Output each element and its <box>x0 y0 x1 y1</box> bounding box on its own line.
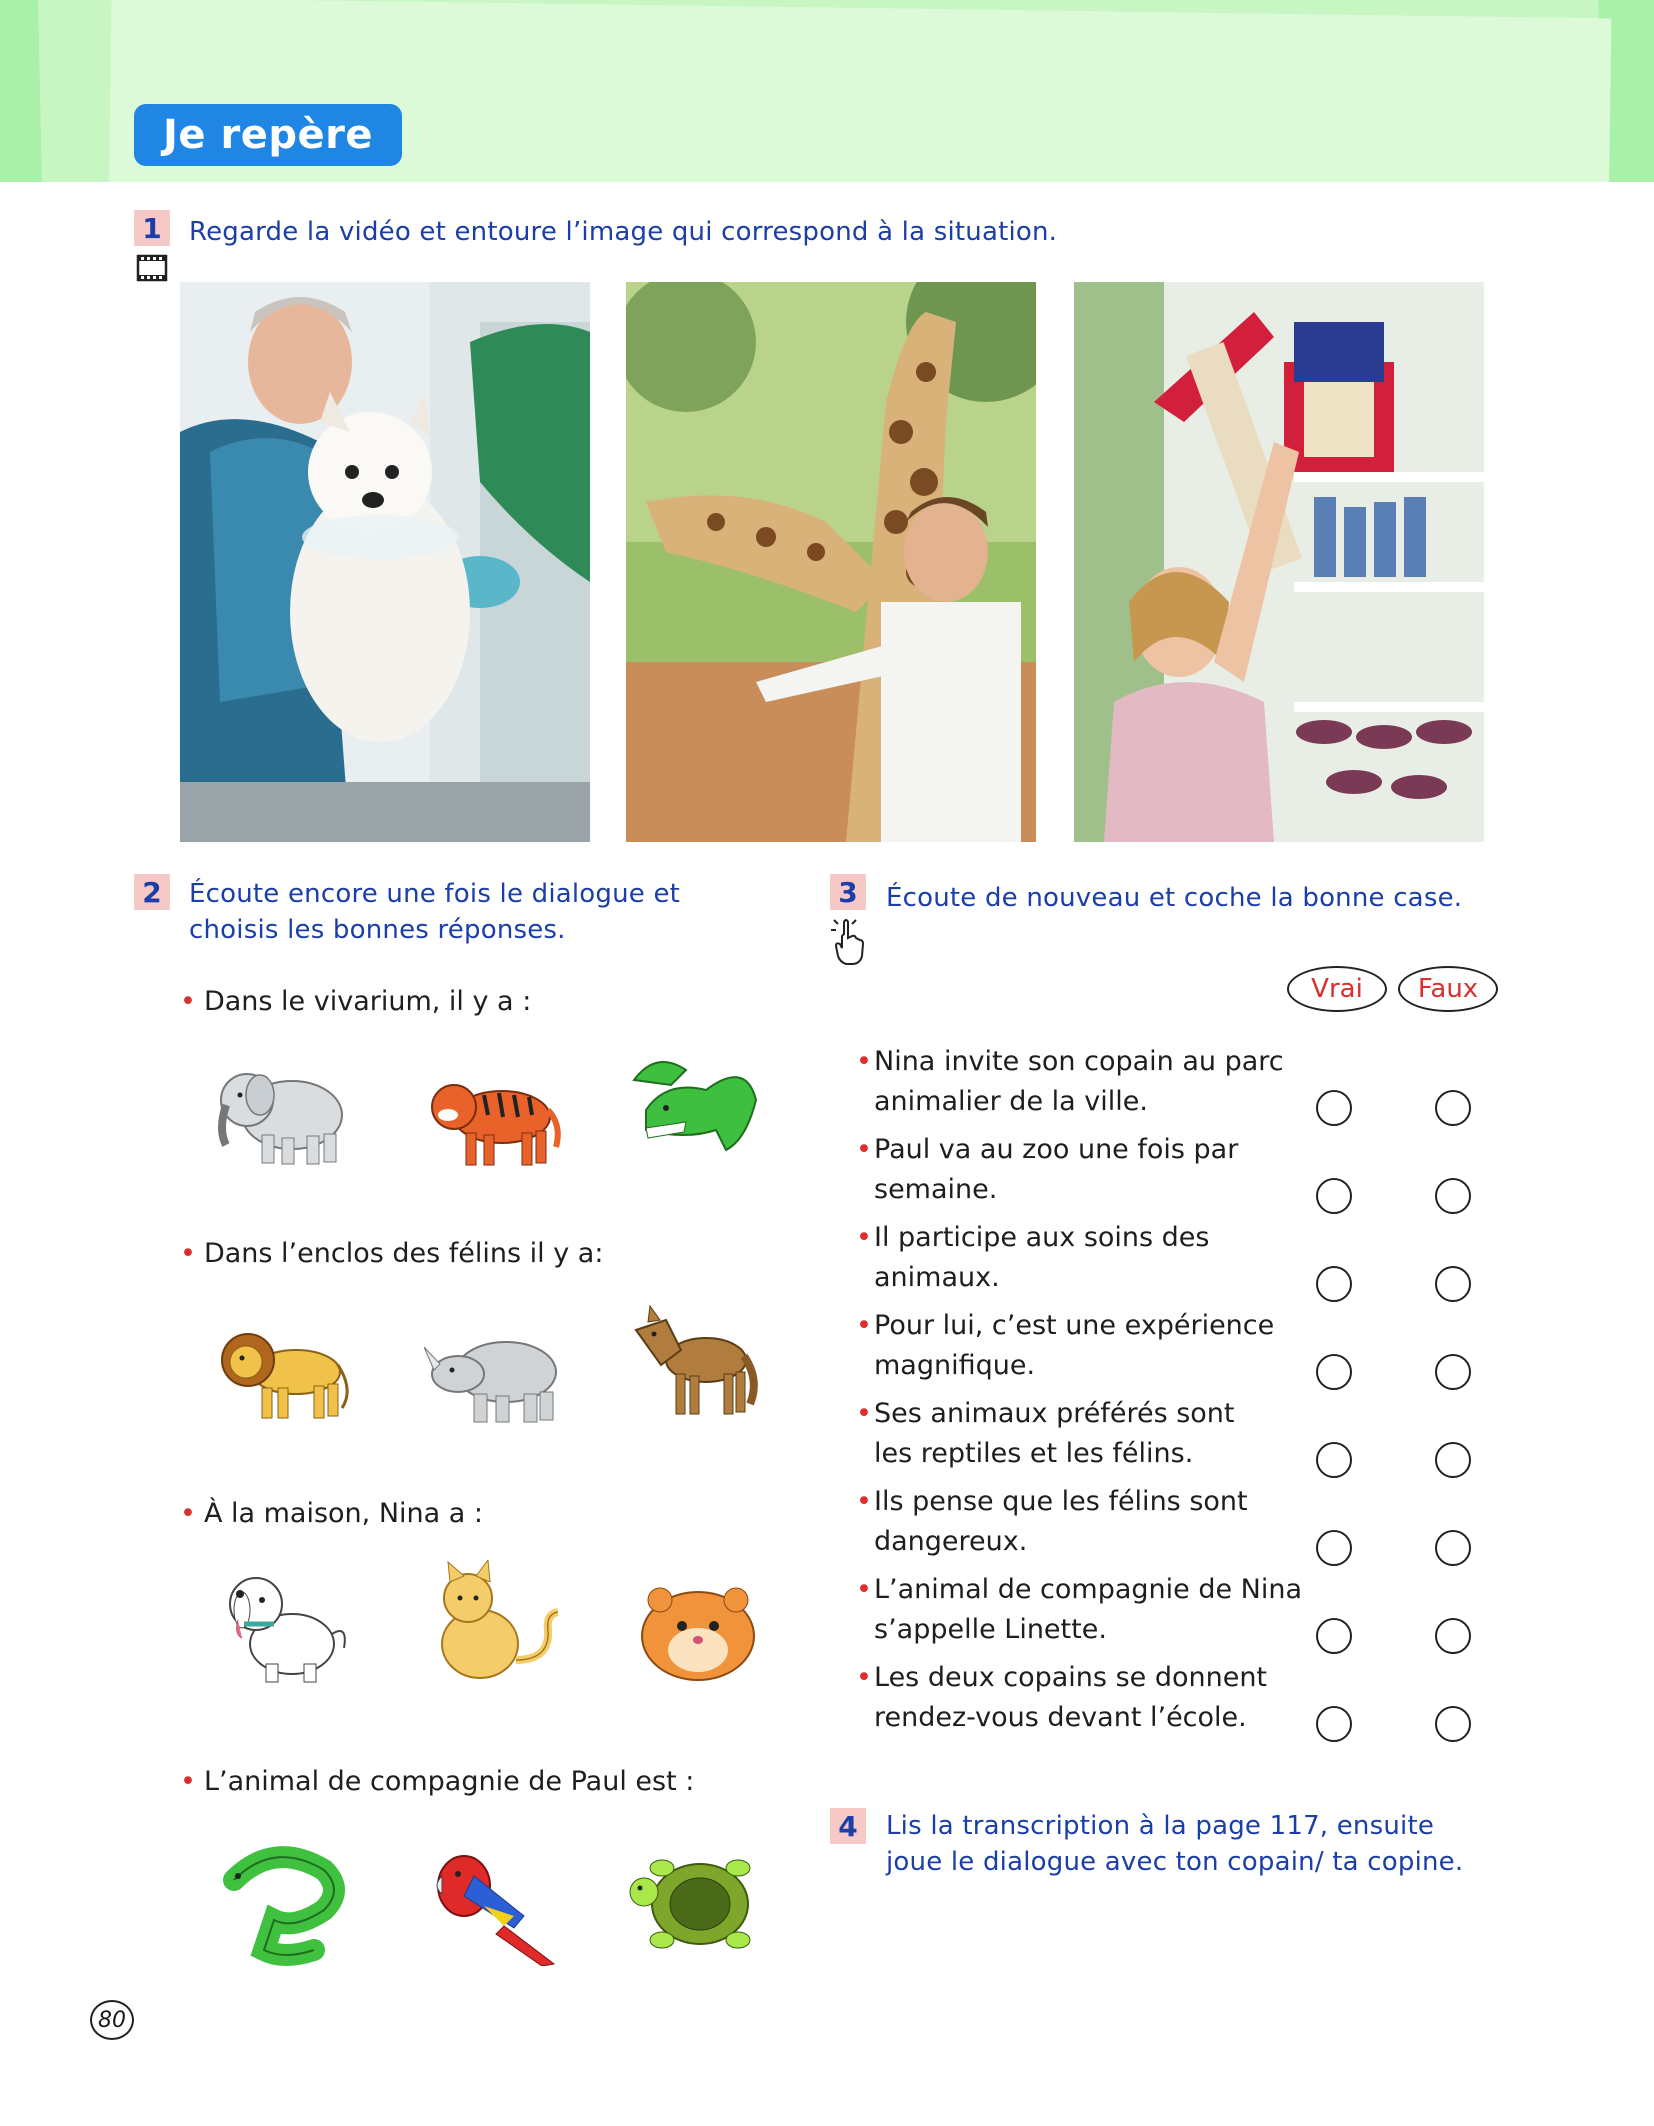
parrot-image[interactable] <box>424 1836 564 1966</box>
exercise-2-instruction-line1: Écoute encore une fois le dialogue et <box>189 879 681 909</box>
cat-image[interactable] <box>420 1560 560 1690</box>
statement-6-true-checkbox[interactable] <box>1316 1530 1352 1566</box>
statement-5-true-checkbox[interactable] <box>1316 1442 1352 1478</box>
exercise-3-number: 3 <box>830 874 866 910</box>
hamster-image[interactable] <box>626 1570 766 1700</box>
statement-2: • Paul va au zoo une fois par semaine. <box>856 1134 1239 1205</box>
statement-2-true-checkbox[interactable] <box>1316 1178 1352 1214</box>
statement-5: • Ses animaux préférés sont les reptiles et les félins. <box>856 1398 1235 1469</box>
photo-boy-giraffes[interactable] <box>626 282 1036 842</box>
statement-4-false-checkbox[interactable] <box>1435 1354 1471 1390</box>
exercise-4-number: 4 <box>830 1808 866 1844</box>
statement-7: • L’animal de compagnie de Nina s’appelle Linette. <box>856 1574 1303 1645</box>
exercise-2-question-1: • Dans le vivarium, il y a : <box>180 986 532 1017</box>
dog-image[interactable] <box>214 1564 354 1694</box>
rhinoceros-image[interactable] <box>424 1312 564 1442</box>
statement-3-true-checkbox[interactable] <box>1316 1266 1352 1302</box>
exercise-2-question-3: • À la maison, Nina a : <box>180 1498 483 1529</box>
statement-7-true-checkbox[interactable] <box>1316 1618 1352 1654</box>
photo-woman-pet-shop[interactable] <box>1074 282 1484 842</box>
false-column-header: Faux <box>1398 966 1498 1012</box>
statement-1: • Nina invite son copain au parc animalier de la ville. <box>856 1046 1284 1117</box>
statement-1-false-checkbox[interactable] <box>1435 1090 1471 1126</box>
lion-image[interactable] <box>214 1310 354 1440</box>
statement-4: • Pour lui, c’est une expérience magnifique. <box>856 1310 1275 1381</box>
statement-8-true-checkbox[interactable] <box>1316 1706 1352 1742</box>
exercise-3-instruction: Écoute de nouveau et coche la bonne case. <box>886 883 1463 913</box>
statement-3: • Il participe aux soins des animaux. <box>856 1222 1210 1293</box>
true-column-header: Vrai <box>1287 966 1387 1012</box>
page-number: 80 <box>90 2000 134 2040</box>
exercise-1-number: 1 <box>134 210 170 246</box>
pointing-hand-icon <box>830 918 866 966</box>
elephant-image[interactable] <box>212 1050 352 1180</box>
crocodile-image[interactable] <box>626 1040 766 1170</box>
statement-1-true-checkbox[interactable] <box>1316 1090 1352 1126</box>
exercise-2-question-4: • L’animal de compagnie de Paul est : <box>180 1766 695 1797</box>
statement-8-false-checkbox[interactable] <box>1435 1706 1471 1742</box>
exercise-1-instruction: Regarde la vidéo et entoure l’image qui correspond à la situation. <box>189 217 1058 247</box>
statement-2-false-checkbox[interactable] <box>1435 1178 1471 1214</box>
exercise-2-number: 2 <box>134 874 170 910</box>
statement-6-false-checkbox[interactable] <box>1435 1530 1471 1566</box>
turtle-image[interactable] <box>626 1840 766 1970</box>
lizard-image[interactable] <box>214 1840 354 1970</box>
statement-6: • Ils pense que les félins sont dangereux. <box>856 1486 1248 1557</box>
tiger-image[interactable] <box>424 1055 564 1185</box>
statement-7-false-checkbox[interactable] <box>1435 1618 1471 1654</box>
wolf-image[interactable] <box>626 1300 766 1430</box>
statement-5-false-checkbox[interactable] <box>1435 1442 1471 1478</box>
header-band <box>0 0 1654 182</box>
section-title: Je repère <box>134 104 402 166</box>
film-icon <box>136 252 168 284</box>
exercise-2-question-2: • Dans l’enclos des félins il y a: <box>180 1238 604 1269</box>
photo-vet-dog[interactable] <box>180 282 590 842</box>
exercise-4-instruction-line2: joue le dialogue avec ton copain/ ta copine. <box>886 1847 1464 1877</box>
statement-3-false-checkbox[interactable] <box>1435 1266 1471 1302</box>
exercise-2-instruction-line2: choisis les bonnes réponses. <box>189 915 566 945</box>
statement-4-true-checkbox[interactable] <box>1316 1354 1352 1390</box>
statement-8: • Les deux copains se donnent rendez-vous devant l’école. <box>856 1662 1268 1733</box>
exercise-4-instruction-line1: Lis la transcription à la page 117, ensuite <box>886 1811 1435 1841</box>
